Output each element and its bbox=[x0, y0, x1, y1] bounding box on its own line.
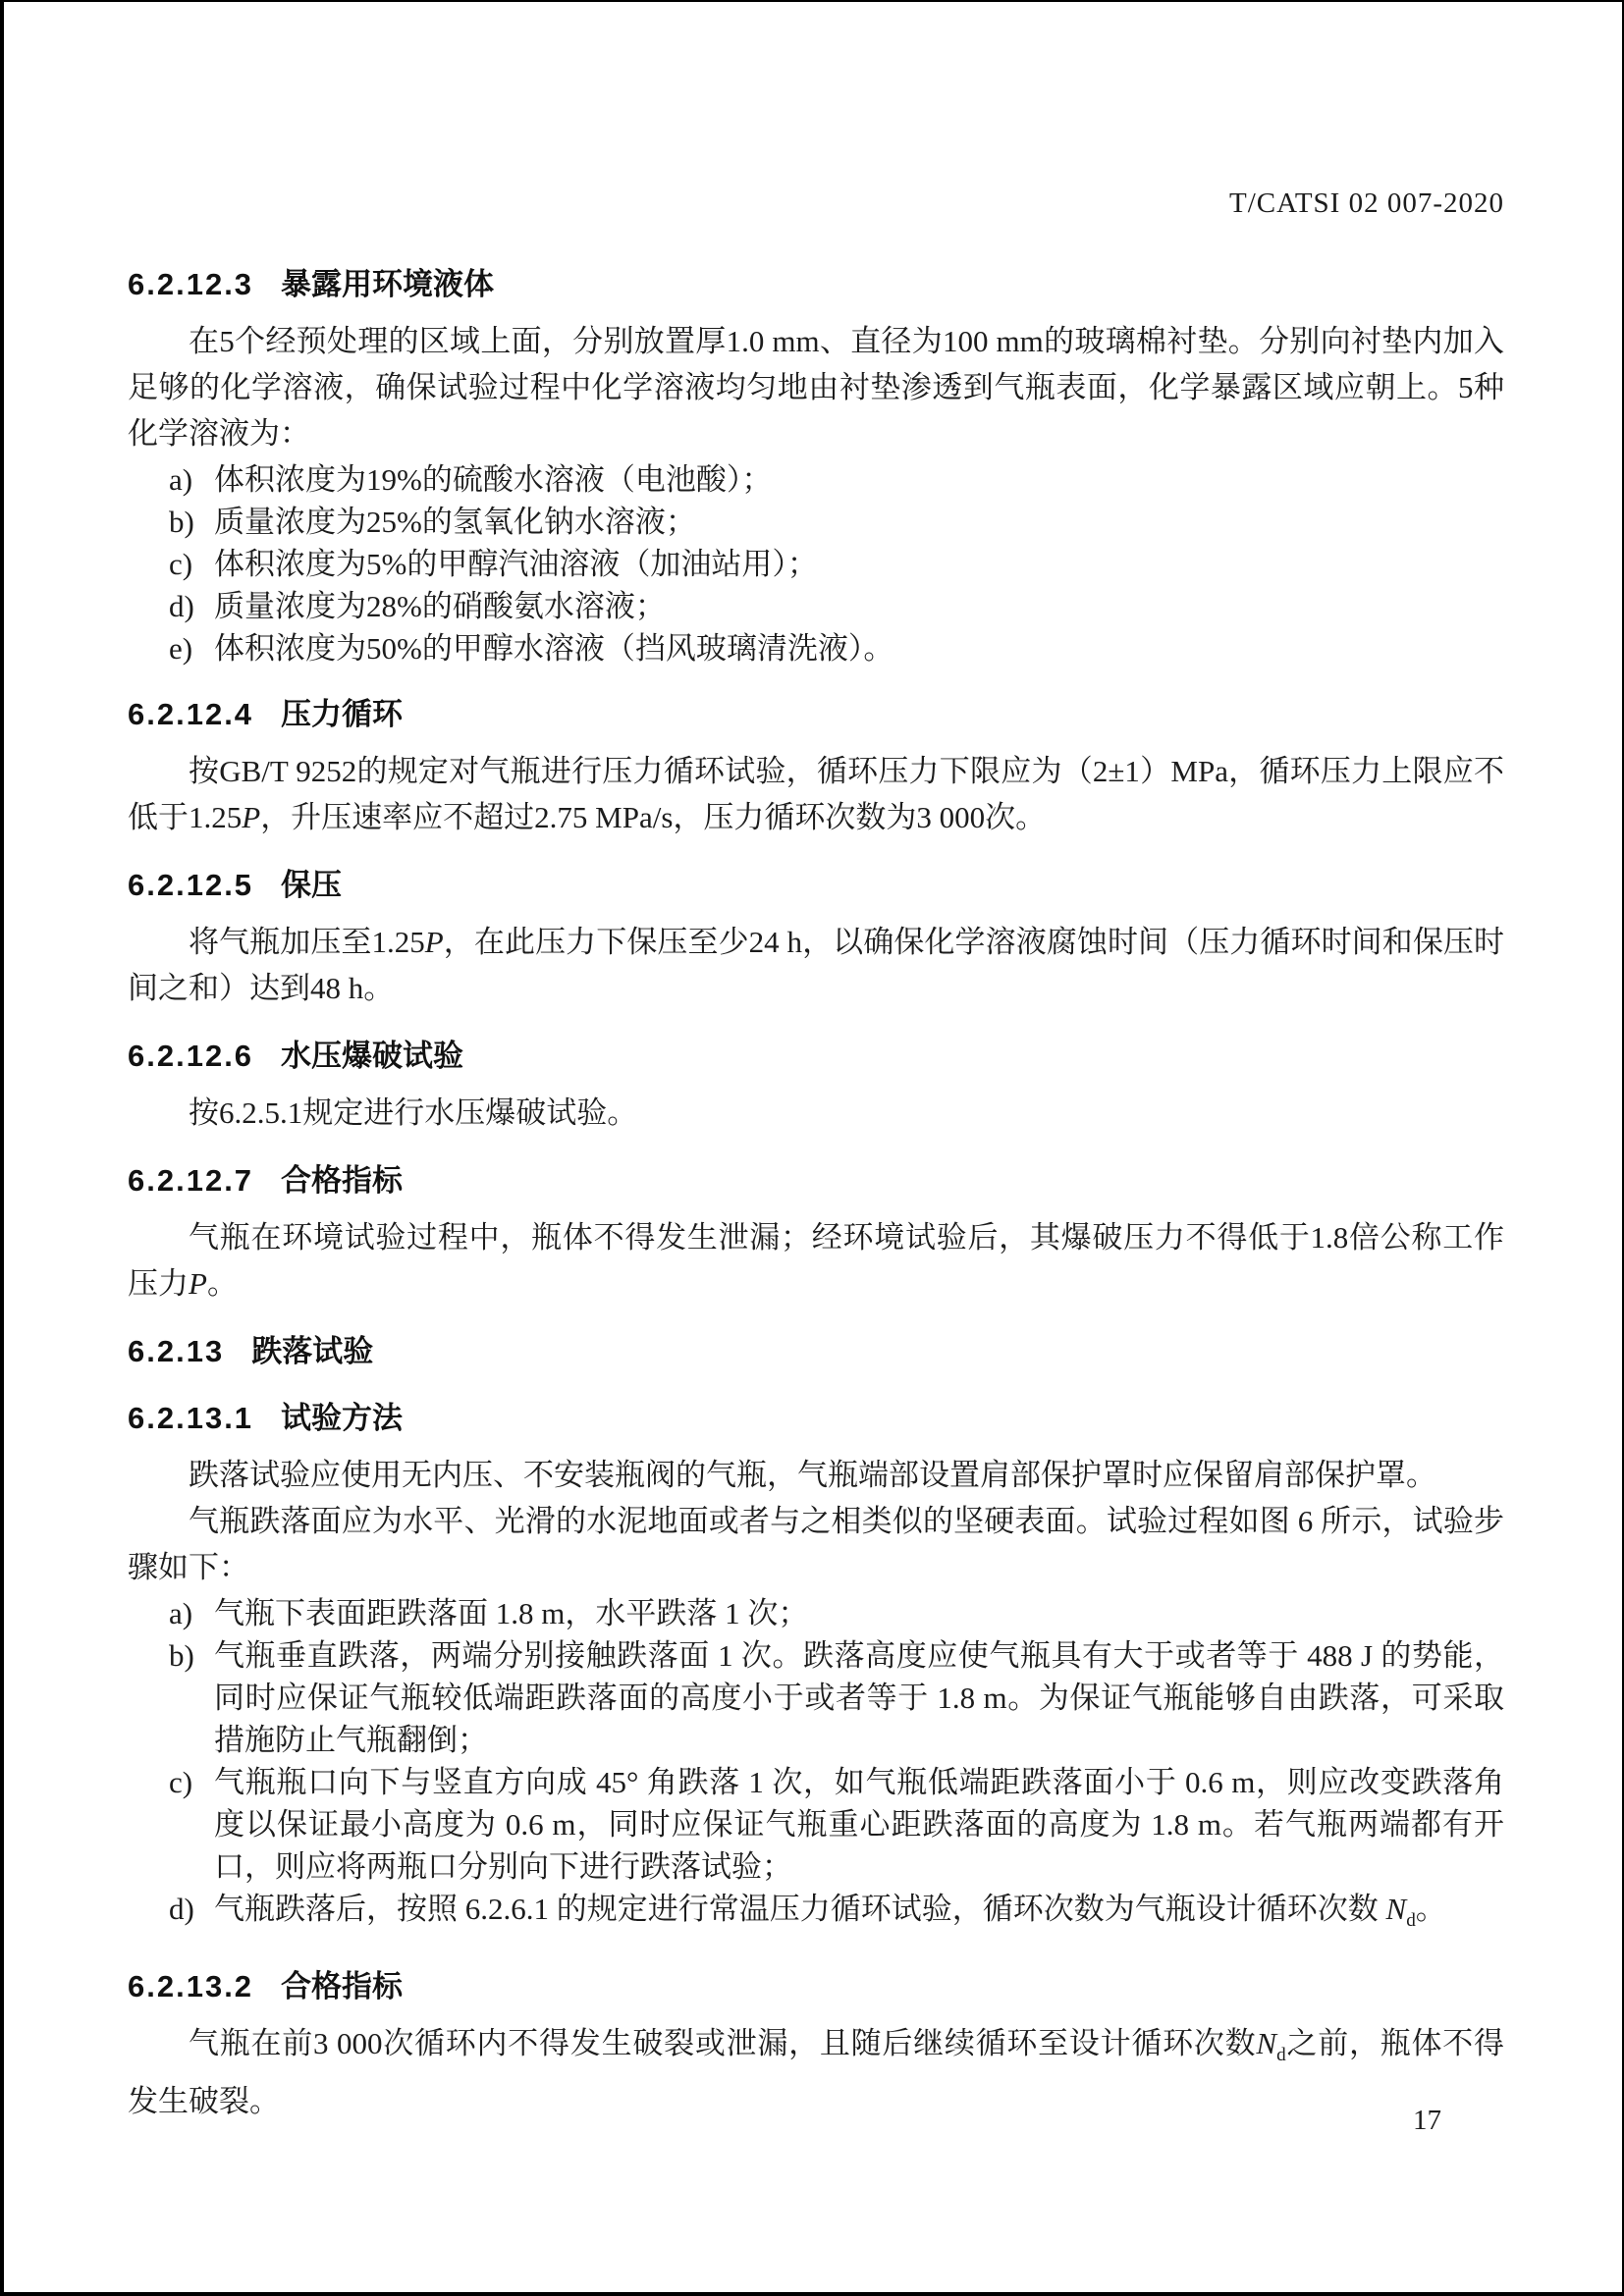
paragraph-exposure-liquids bbox=[128, 318, 1504, 456]
variable-p: P bbox=[424, 925, 444, 959]
heading-number: 6.2.13.1 bbox=[128, 1401, 254, 1435]
list-item-text: 气瓶瓶口向下与竖直方向成 45° 角跌落 1 次，如气瓶低端距跌落面小于 0.6 m，则应改变跌落角度以保证最小高度为 0.6 m，同时应保证气瓶重心距跌落面的高度为 1.8 m。若气瓶两端都有开口，则应将两瓶口分别向下进行跌落试验； bbox=[214, 1765, 1504, 1884]
section-heading-6-2-12-7 bbox=[128, 1159, 1504, 1202]
subscript-d: d bbox=[1406, 1910, 1416, 1932]
standard-code: T/CATSI 02 007-2020 bbox=[1229, 187, 1504, 219]
variable-n: N bbox=[1385, 1892, 1407, 1926]
heading-title: 合格指标 bbox=[281, 1163, 404, 1198]
list-item bbox=[128, 543, 1504, 585]
heading-title: 跌落试验 bbox=[251, 1334, 374, 1368]
paragraph-text: 。 bbox=[206, 1266, 238, 1301]
heading-number: 6.2.12.6 bbox=[128, 1039, 254, 1073]
heading-title: 合格指标 bbox=[281, 1969, 404, 2004]
list-item bbox=[128, 1888, 1504, 1942]
section-heading-6-2-12-4 bbox=[128, 693, 1504, 736]
list-item-label: d) bbox=[169, 1892, 194, 1926]
list-item-label: c) bbox=[169, 1765, 193, 1799]
paragraph-text: 按6.2.5.1规定进行水压爆破试验。 bbox=[189, 1095, 638, 1130]
list-item-text: 气瓶下表面距跌落面 1.8 m，水平跌落 1 次； bbox=[214, 1596, 809, 1630]
paragraph-drop-test-method-2 bbox=[128, 1498, 1504, 1590]
list-item bbox=[128, 1761, 1504, 1888]
list-item bbox=[128, 585, 1504, 627]
list-item-text: 。 bbox=[1415, 1892, 1446, 1926]
heading-number: 6.2.13.2 bbox=[128, 1969, 254, 2004]
section-heading-6-2-12-3 bbox=[128, 263, 1504, 306]
chemical-solutions-list bbox=[128, 458, 1504, 669]
drop-test-steps-list bbox=[128, 1592, 1504, 1942]
heading-title: 水压爆破试验 bbox=[281, 1039, 464, 1073]
subscript-d: d bbox=[1276, 2045, 1286, 2066]
list-item-text: 质量浓度为28%的硝酸氨水溶液； bbox=[214, 589, 666, 623]
page-content bbox=[128, 2, 1504, 2124]
section-heading-6-2-13-1 bbox=[128, 1397, 1504, 1440]
paragraph-burst-test bbox=[128, 1090, 1504, 1136]
list-item bbox=[128, 1634, 1504, 1761]
doc-header bbox=[128, 2, 1504, 220]
paragraph-text: 之前，瓶体不得发生破裂。 bbox=[128, 2026, 1505, 2119]
paragraph-text: ，在此压力下保压至少24 h，以确保化学溶液腐蚀时间（压力循环时间和保压时间之和）达到48 h。 bbox=[128, 925, 1505, 1005]
list-item-label: a) bbox=[169, 462, 193, 497]
paragraph-text: 跌落试验应使用无内压、不安装瓶阀的气瓶，气瓶端部设置肩部保护罩时应保留肩部保护罩。 bbox=[189, 1458, 1436, 1492]
paragraph-pass-criteria-drop bbox=[128, 2020, 1504, 2124]
list-item-text: 体积浓度为5%的甲醇汽油溶液（加油站用）； bbox=[214, 547, 818, 581]
paragraph-pass-criteria-env bbox=[128, 1214, 1504, 1307]
variable-n: N bbox=[1256, 2026, 1277, 2061]
section-heading-6-2-12-5 bbox=[128, 864, 1504, 907]
list-item-text: 气瓶跌落后，按照 6.2.6.1 的规定进行常温压力循环试验，循环次数为气瓶设计循环次数 bbox=[214, 1892, 1386, 1926]
page-number: 17 bbox=[1413, 2105, 1441, 2136]
list-item-label: d) bbox=[169, 589, 194, 623]
paragraph-pressure-hold bbox=[128, 919, 1504, 1011]
list-item-label: b) bbox=[169, 1638, 194, 1673]
paragraph-text: 气瓶在环境试验过程中，瓶体不得发生泄漏；经环境试验后，其爆破压力不得低于1.8倍公称工作压力 bbox=[128, 1220, 1504, 1301]
paragraph-text: ，升压速率应不超过2.75 MPa/s，压力循环次数为3 000次。 bbox=[260, 800, 1047, 834]
heading-title: 暴露用环境液体 bbox=[281, 267, 495, 301]
section-heading-6-2-12-6 bbox=[128, 1035, 1504, 1078]
list-item bbox=[128, 458, 1504, 501]
list-item-label: a) bbox=[169, 1596, 193, 1630]
list-item-label: e) bbox=[169, 631, 193, 666]
list-item bbox=[128, 1592, 1504, 1634]
heading-number: 6.2.12.3 bbox=[128, 267, 254, 301]
paragraph-text: 将气瓶加压至1.25 bbox=[189, 925, 425, 959]
list-item-text: 气瓶垂直跌落，两端分别接触跌落面 1 次。跌落高度应使气瓶具有大于或者等于 488 J 的势能，同时应保证气瓶较低端距跌落面的高度小于或者等于 1.8 m。为保证气瓶能够自由跌落，可采取措施防止气瓶翻倒； bbox=[214, 1638, 1504, 1757]
heading-title: 压力循环 bbox=[281, 697, 404, 731]
paragraph-text: 按GB/T 9252的规定对气瓶进行压力循环试验，循环压力下限应为（2±1）MPa，循环压力上限应不低于1.25 bbox=[128, 754, 1504, 834]
list-item bbox=[128, 627, 1504, 669]
section-heading-6-2-13 bbox=[128, 1330, 1504, 1373]
heading-title: 保压 bbox=[281, 868, 343, 902]
heading-number: 6.2.12.4 bbox=[128, 697, 254, 731]
heading-title: 试验方法 bbox=[281, 1401, 404, 1435]
paragraph-text: 在5个经预处理的区域上面，分别放置厚1.0 mm、直径为100 mm的玻璃棉衬垫。分别向衬垫内加入足够的化学溶液，确保试验过程中化学溶液均匀地由衬垫渗透到气瓶表面，化学暴露区域应朝上。5种化学溶液为： bbox=[128, 324, 1504, 451]
paragraph-text: 气瓶在前3 000次循环内不得发生破裂或泄漏，且随后继续循环至设计循环次数 bbox=[189, 2026, 1257, 2061]
paragraph-text: 气瓶跌落面应为水平、光滑的水泥地面或者与之相类似的坚硬表面。试验过程如图 6 所示，试验步骤如下： bbox=[128, 1504, 1504, 1584]
page-footer bbox=[1413, 2105, 1441, 2137]
section-heading-6-2-13-2 bbox=[128, 1965, 1504, 2008]
heading-number: 6.2.13 bbox=[128, 1334, 225, 1368]
list-item-label: c) bbox=[169, 547, 193, 581]
list-item-label: b) bbox=[169, 505, 194, 539]
list-item bbox=[128, 501, 1504, 543]
list-item-text: 体积浓度为50%的甲醇水溶液（挡风玻璃清洗液）。 bbox=[214, 631, 894, 666]
paragraph-pressure-cycling bbox=[128, 748, 1504, 840]
variable-p: P bbox=[189, 1266, 207, 1301]
heading-number: 6.2.12.7 bbox=[128, 1163, 254, 1198]
list-item-text: 体积浓度为19%的硫酸水溶液（电池酸）； bbox=[214, 462, 773, 497]
list-item-text: 质量浓度为25%的氢氧化钠水溶液； bbox=[214, 505, 696, 539]
variable-p: P bbox=[242, 800, 261, 834]
paragraph-drop-test-method-1 bbox=[128, 1452, 1504, 1498]
heading-number: 6.2.12.5 bbox=[128, 868, 254, 902]
